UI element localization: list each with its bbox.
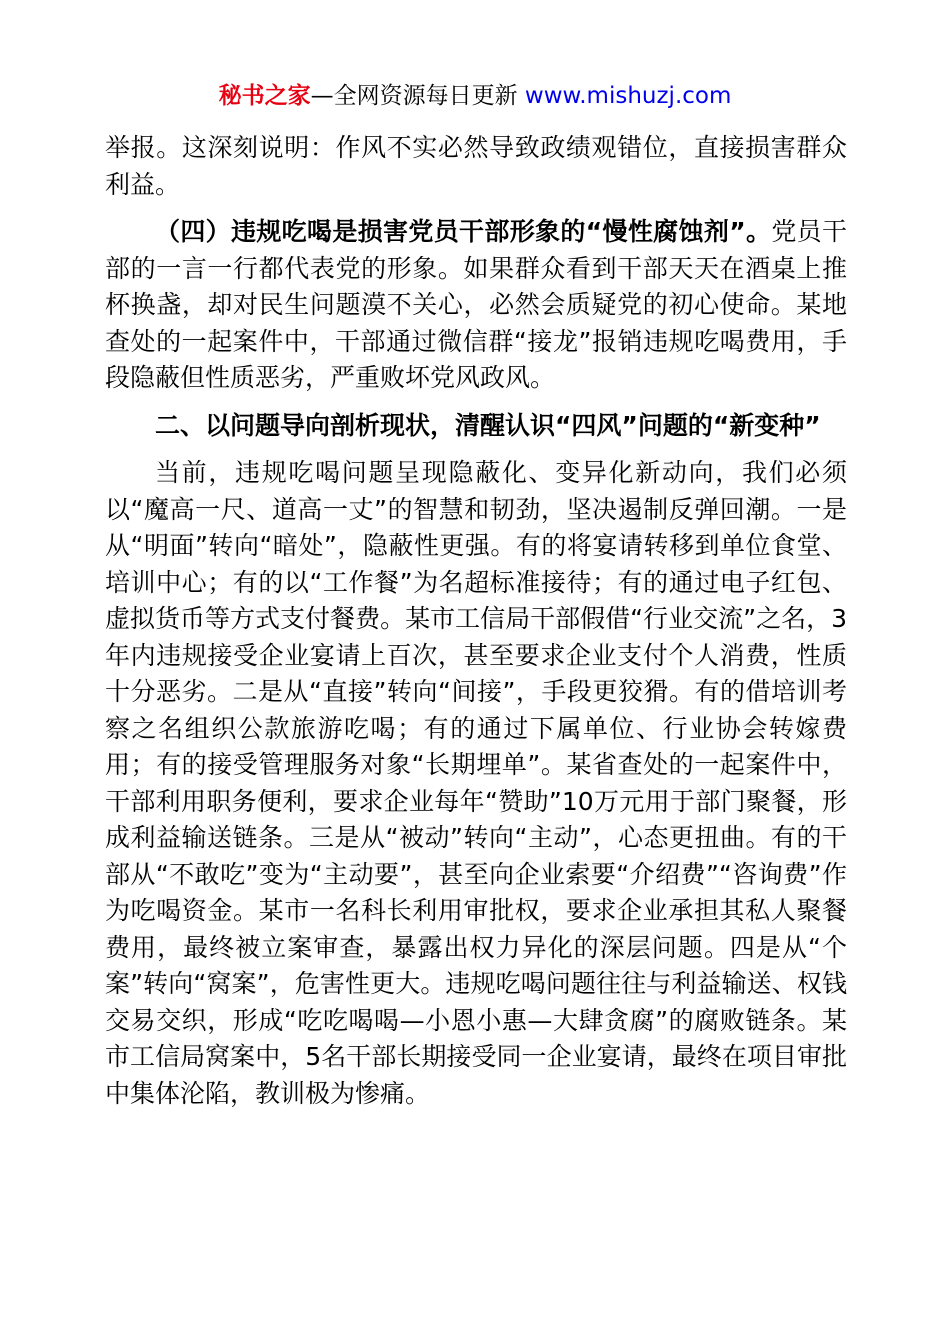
paragraph-continuation: 举报。这深刻说明：作风不实必然导致政绩观错位，直接损害群众利益。 (105, 133, 847, 199)
section-heading: 二、以问题导向剖析现状，清醒认识“四风”问题的“新变种” (155, 410, 821, 440)
site-link[interactable]: www.mishuzj.com (524, 83, 732, 109)
page-header (0, 80, 950, 112)
subsection-heading: （四）违规吃喝是损害党员干部形象的“慢性腐蚀剂”。 (155, 217, 772, 246)
brand-name: 秘书之家 (218, 83, 311, 109)
document-body (105, 130, 847, 1123)
header-tagline: —全网资源每日更新 (310, 83, 525, 109)
paragraph-section-four (105, 214, 847, 397)
paragraph-current-situation: 当前，违规吃喝问题呈现隐蔽化、变异化新动向，我们必须以“魔高一尺、道高一丈”的智慧和韧劲，坚决遏制反弹回潮。一是从“明面”转向“暗处”，隐蔽性更强。有的将宴请转移到单位食堂、培训中心；有的以“工作餐”为名超标准接待；有的通过电子红包、虚拟货币等方式支付餐费。某市工信局干部假借“行业交流”之名，3年内违规接受企业宴请上百次，甚至要求企业支付个人消费，性质十分恶劣。二是从“直接”转向“间接”，手段更狡猾。有的借培训考察之名组织公款旅游吃喝；有的通过下属单位、行业协会转嫁费用；有的接受管理服务对象“长期埋单”。某省查处的一起案件中，干部利用职务便利，要求企业每年“赞助”10万元用于部门聚餐，形成利益输送链条。三是从“被动”转向“主动”，心态更扭曲。有的干部从“不敢吃”变为“主动要”，甚至向企业索要“介绍费”“咨询费”作为吃喝资金。某市一名科长利用审批权，要求企业承担其私人聚餐费用，最终被立案审查，暴露出权力异化的深层问题。四是从“个案”转向“窝案”，危害性更大。违规吃喝问题往往与利益输送、权钱交易交织，形成“吃吃喝喝—小恩小惠—大肆贪腐”的腐败链条。某市工信局窝案中，5名干部长期接受同一企业宴请，最终在项目审批中集体沦陷，教训极为惨痛。 (105, 458, 847, 1108)
paragraph-body: 党员干部的一言一行都代表党的形象。如果群众看到干部天天在酒桌上推杯换盏，却对民生问题漠不关心，必然会质疑党的初心使命。某地查处的一起案件中，干部通过微信群“接龙”报销违规吃喝费用，手段隐蔽但性质恶劣，严重败坏党风政风。 (105, 217, 847, 392)
